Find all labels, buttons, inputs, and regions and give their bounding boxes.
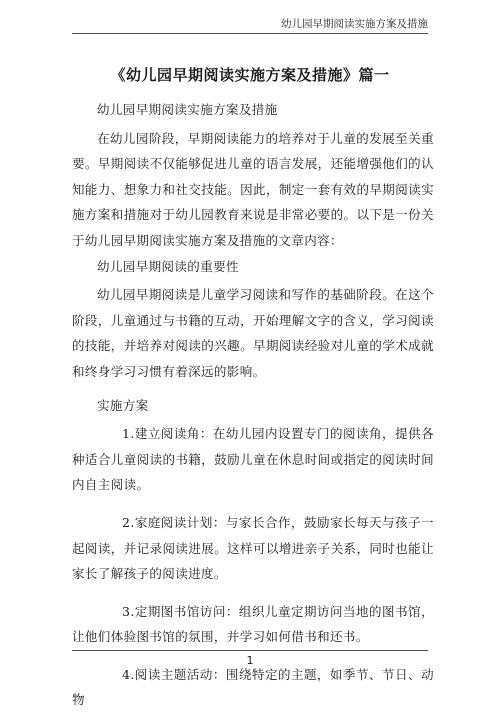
footer-divider [72,650,428,651]
list-item-library-visits: 3.定期图书馆访问：组织儿童定期访问当地的图书馆，让他们体验图书馆的氛围，并学习如何借书和还书。 [72,603,434,645]
page-number: 1 [246,654,254,667]
document-title: 《幼儿园早期阅读实施方案及措施》篇一 [110,66,390,84]
list-item-reading-corner: 1.建立阅读角：在幼儿园内设置专门的阅读角，提供各种适合儿童阅读的书籍，鼓励儿童在休息时间或指定的阅读时间内自主阅读。 [72,426,434,493]
subheading-importance: 幼儿园早期阅读的重要性 [97,258,239,274]
subheading-plan-title: 幼儿园早期阅读实施方案及措施 [97,102,278,117]
list-item-theme-activities: 4.阅读主题活动：围绕特定的主题，如季节、节日、动物 [72,666,434,708]
paragraph-intro: 在幼儿园阶段，早期阅读能力的培养对于儿童的发展至关重要。早期阅读不仅能够促进儿童的语言发展，还能增强他们的认知能力、想象力和社交技能。因此，制定一套有效的早期阅读实施方案和措施对于幼儿园教育来说是非常必要的。以下是一份关于幼儿园早期阅读实施方案及措施的文章内容： [72,130,434,248]
document-body [72,97,434,713]
running-header: 幼儿园早期阅读实施方案及措施 [281,18,428,30]
list-item-family-reading: 2.家庭阅读计划：与家长合作，鼓励家长每天与孩子一起阅读，并记录阅读进展。这样可以增进亲子关系，同时也能让家长了解孩子的阅读进度。 [72,514,434,582]
header-divider [72,33,428,34]
subheading-implementation: 实施方案 [97,397,149,413]
paragraph-importance: 幼儿园早期阅读是儿童学习阅读和写作的基础阶段。在这个阶段，儿童通过与书籍的互动，开始理解文字的含义，学习阅读的技能，并培养对阅读的兴趣。早期阅读经验对儿童的学术成就和终身学习习惯有着深远的影响。 [72,287,434,379]
